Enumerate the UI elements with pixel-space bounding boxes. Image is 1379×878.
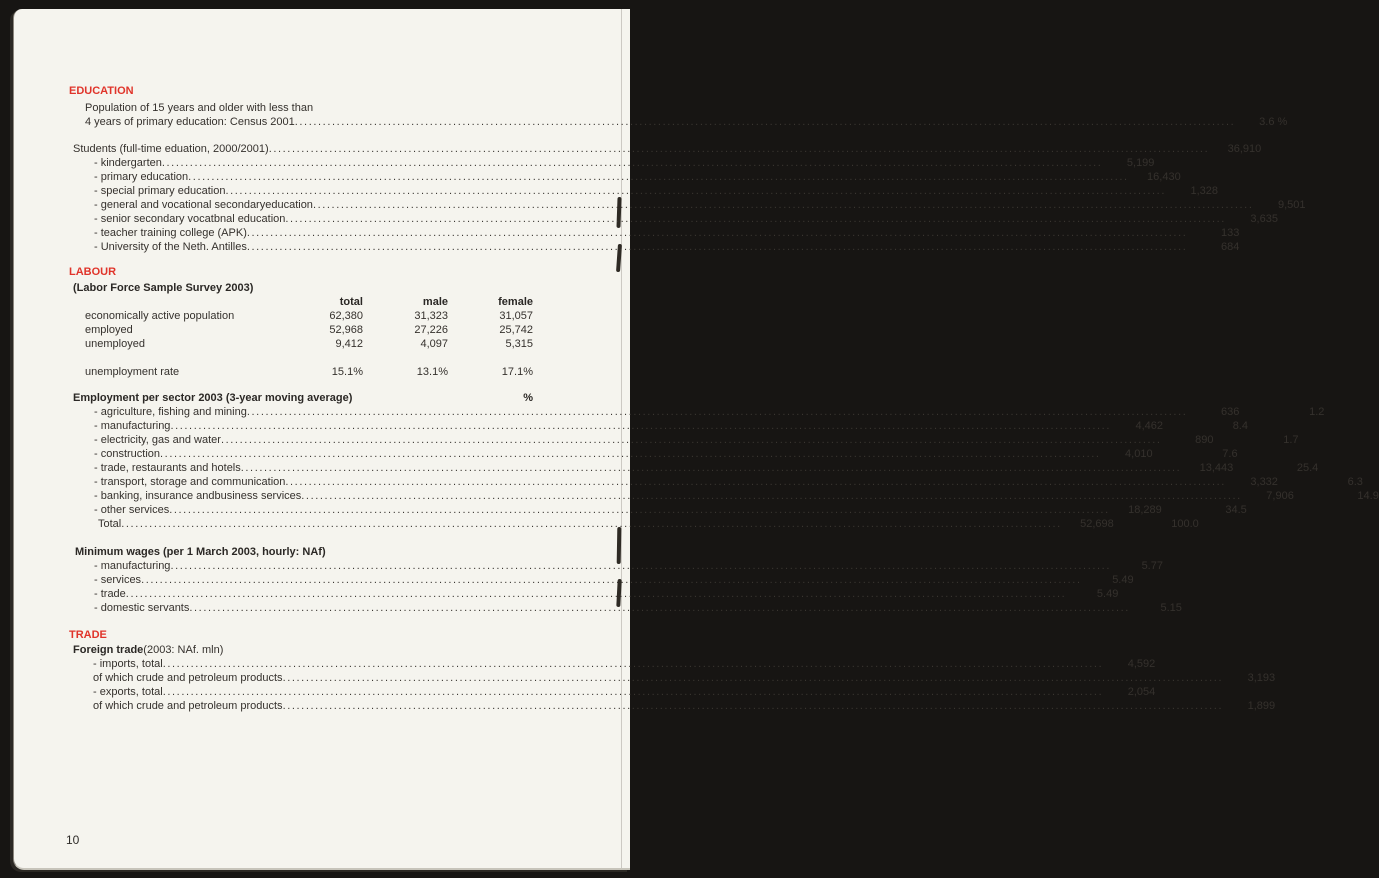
item-value: 2,054 <box>1127 686 1156 698</box>
dot-leader <box>141 573 1082 587</box>
dot-leader <box>313 198 1254 212</box>
labour-table-header <box>69 295 533 309</box>
dot-leader <box>285 475 1226 489</box>
employment-title-row <box>69 391 533 405</box>
section-heading-labour: LABOUR <box>69 266 117 278</box>
row-percent: 8.4 <box>1232 420 1248 432</box>
dot-leader <box>189 601 1130 615</box>
item-label: of which crude and petroleum products <box>93 700 283 712</box>
item-label: - primary education <box>94 171 189 183</box>
list-item <box>69 559 1163 573</box>
cell-total: 62,380 <box>329 310 363 322</box>
labour-header-spacer <box>69 295 278 309</box>
page-content <box>69 9 1379 713</box>
dot-leader <box>283 671 1224 685</box>
item-label: - trade <box>94 588 126 600</box>
row-label: unemployed <box>85 338 145 350</box>
foreign-trade-title-rest: (2003: NAf. mln) <box>143 644 224 656</box>
students-list <box>69 156 1306 254</box>
item-label: - kindergarten <box>94 157 162 169</box>
cell-total: 15.1% <box>331 366 363 378</box>
row-percent: 1.7 <box>1283 434 1299 446</box>
item-label: - senior secondary vocatbnal education <box>94 213 286 225</box>
cell-male: 4,097 <box>420 338 448 350</box>
table-row <box>69 323 533 337</box>
row-percent: 6.3 <box>1347 476 1363 488</box>
dot-leader <box>285 212 1226 226</box>
list-item <box>69 170 1181 184</box>
dot-leader <box>295 115 1236 129</box>
page-number: 10 <box>66 833 80 847</box>
item-value: 3,635 <box>1250 213 1278 225</box>
employment-row <box>69 503 1247 517</box>
list-item <box>69 156 1155 170</box>
employment-list <box>69 405 1379 517</box>
item-value: 5.15 <box>1160 602 1182 614</box>
page <box>13 9 1379 870</box>
education-intro-value: 3.6 % <box>1259 116 1288 128</box>
row-main <box>69 503 1162 517</box>
item-label: - services <box>94 574 142 586</box>
row-label: - construction <box>94 448 161 460</box>
row-value: 18,289 <box>1128 504 1162 516</box>
column-header-total: total <box>339 296 363 308</box>
employment-row <box>69 419 1248 433</box>
table-row <box>69 309 533 323</box>
employment-row <box>69 489 1379 503</box>
dot-leader <box>160 447 1101 461</box>
item-label: of which crude and petroleum products <box>93 672 283 684</box>
education-intro-line1: Population of 15 years and older with less than <box>85 102 314 114</box>
row-value: 4,462 <box>1135 420 1163 432</box>
foreign-trade-title <box>69 643 533 657</box>
employment-row <box>69 475 1363 489</box>
dot-leader <box>247 405 1188 419</box>
cell-female: 5,315 <box>505 338 533 350</box>
foreign-trade-title-bold: Foreign trade <box>73 644 144 656</box>
row-label: - transport, storage and communication <box>94 476 286 488</box>
list-item <box>69 671 1276 685</box>
row-percent: 100.0 <box>1171 518 1199 530</box>
list-item <box>69 601 1182 615</box>
employment-row <box>69 461 1319 475</box>
list-item <box>69 573 1134 587</box>
dot-leader <box>163 657 1104 671</box>
cell-female: 31,057 <box>499 310 533 322</box>
employment-row <box>69 405 1325 419</box>
dot-leader <box>283 699 1224 713</box>
row-label: - trade, restaurants and hotels <box>94 462 241 474</box>
list-item <box>69 212 1278 226</box>
row-label: - electricity, gas and water <box>94 434 221 446</box>
column-header-female: female <box>498 296 533 308</box>
row-main <box>69 405 1239 419</box>
row-label: - banking, insurance andbusiness services <box>94 490 302 502</box>
cell-female: 25,742 <box>499 324 533 336</box>
dot-leader <box>225 184 1166 198</box>
row-label: - agriculture, fishing and mining <box>94 406 247 418</box>
dot-leader <box>247 240 1188 254</box>
item-value: 3,193 <box>1247 672 1276 684</box>
row-main <box>69 447 1153 461</box>
item-value: 5.49 <box>1096 588 1119 600</box>
row-main <box>69 517 1114 531</box>
wages-title: Minimum wages (per 1 March 2003, hourly: NAf) <box>75 546 326 558</box>
row-percent: 25.4 <box>1296 462 1319 474</box>
list-item <box>69 699 1276 713</box>
row-value: 13,443 <box>1199 462 1234 474</box>
dot-leader <box>221 433 1162 447</box>
row-main <box>69 489 1294 503</box>
students-total-value: 36,910 <box>1227 143 1262 155</box>
item-value: 5.77 <box>1141 560 1163 572</box>
employment-row <box>69 433 1299 447</box>
item-value: 5,199 <box>1126 157 1155 169</box>
dot-leader <box>301 489 1242 503</box>
row-label: Total <box>98 518 122 530</box>
row-main <box>69 419 1163 433</box>
item-label: - exports, total <box>93 686 163 698</box>
item-value: 9,501 <box>1277 199 1306 211</box>
item-value: 1,899 <box>1247 700 1276 712</box>
trade-list <box>69 657 1276 713</box>
list-item <box>69 657 1156 671</box>
row-percent: 14.9 <box>1357 490 1379 502</box>
row-label: unemployment rate <box>85 366 180 378</box>
dot-leader <box>241 461 1182 475</box>
row-value: 890 <box>1195 434 1214 446</box>
row-value: 636 <box>1221 406 1240 418</box>
students-total-label: Students (full-time eduation, 2000/2001) <box>73 143 269 155</box>
education-intro-line2: 4 years of primary education: Census 2001 <box>85 116 295 128</box>
labour-table-body <box>69 309 533 351</box>
students-total-row <box>69 142 1262 156</box>
cell-male: 13.1% <box>416 366 448 378</box>
item-value: 5.49 <box>1112 574 1134 586</box>
dot-leader <box>126 587 1067 601</box>
section-heading-education: EDUCATION <box>69 85 134 97</box>
percent-column-header: % <box>523 392 533 404</box>
dot-leader <box>169 503 1110 517</box>
row-main <box>69 475 1278 489</box>
cell-male: 27,226 <box>414 324 448 336</box>
cell-male: 31,323 <box>414 310 448 322</box>
dot-leader <box>121 517 1062 531</box>
list-item <box>69 198 1306 212</box>
dot-leader <box>269 142 1210 156</box>
item-label: - special primary education <box>94 185 226 197</box>
education-intro-row <box>69 115 1288 129</box>
row-percent: 34.5 <box>1225 504 1247 516</box>
item-label: - University of the Neth. Antilles <box>94 241 247 253</box>
item-value: 4,592 <box>1127 658 1156 670</box>
item-label: - general and vocational secondaryeducation <box>94 199 313 211</box>
cell-total: 9,412 <box>335 338 363 350</box>
item-label: - domestic servants <box>94 602 190 614</box>
list-item <box>69 184 1218 198</box>
row-label: - manufacturing <box>94 420 171 432</box>
column-header-male: male <box>422 296 448 308</box>
row-value: 3,332 <box>1250 476 1278 488</box>
list-item <box>69 685 1156 699</box>
employment-row <box>69 447 1238 461</box>
row-main <box>69 433 1214 447</box>
row-label: employed <box>85 324 133 336</box>
row-percent: 1.2 <box>1309 406 1325 418</box>
row-label: economically active population <box>85 310 235 322</box>
dot-leader <box>170 559 1111 573</box>
employment-total-row <box>69 517 1199 531</box>
wages-list <box>69 559 1182 615</box>
employment-title: Employment per sector 2003 (3-year moving average) <box>73 392 353 404</box>
row-value: 4,010 <box>1125 448 1153 460</box>
row-label: - other services <box>94 504 170 516</box>
dot-leader <box>170 419 1111 433</box>
dot-leader <box>163 685 1104 699</box>
list-item <box>69 240 1240 254</box>
row-main <box>69 461 1233 475</box>
item-value: 1,328 <box>1190 185 1218 197</box>
labour-survey-title: (Labor Force Sample Survey 2003) <box>73 282 254 294</box>
dot-leader <box>188 170 1129 184</box>
item-value: 16,430 <box>1147 171 1181 183</box>
list-item <box>69 587 1119 601</box>
unemployment-rate-row <box>69 365 533 379</box>
item-value: 684 <box>1221 241 1240 253</box>
cell-female: 17.1% <box>501 366 533 378</box>
item-label: - manufacturing <box>94 560 171 572</box>
dot-leader <box>247 226 1188 240</box>
row-percent: 7.6 <box>1222 448 1238 460</box>
list-item <box>69 226 1240 240</box>
section-heading-trade: TRADE <box>69 629 107 641</box>
cell-total: 52,968 <box>329 324 363 336</box>
row-value: 7,906 <box>1266 490 1294 502</box>
item-value: 133 <box>1221 227 1240 239</box>
table-row <box>69 337 533 351</box>
item-label: - teacher training college (APK) <box>94 227 247 239</box>
dot-leader <box>162 156 1103 170</box>
row-value: 52,698 <box>1080 518 1114 530</box>
item-label: - imports, total <box>93 658 163 670</box>
